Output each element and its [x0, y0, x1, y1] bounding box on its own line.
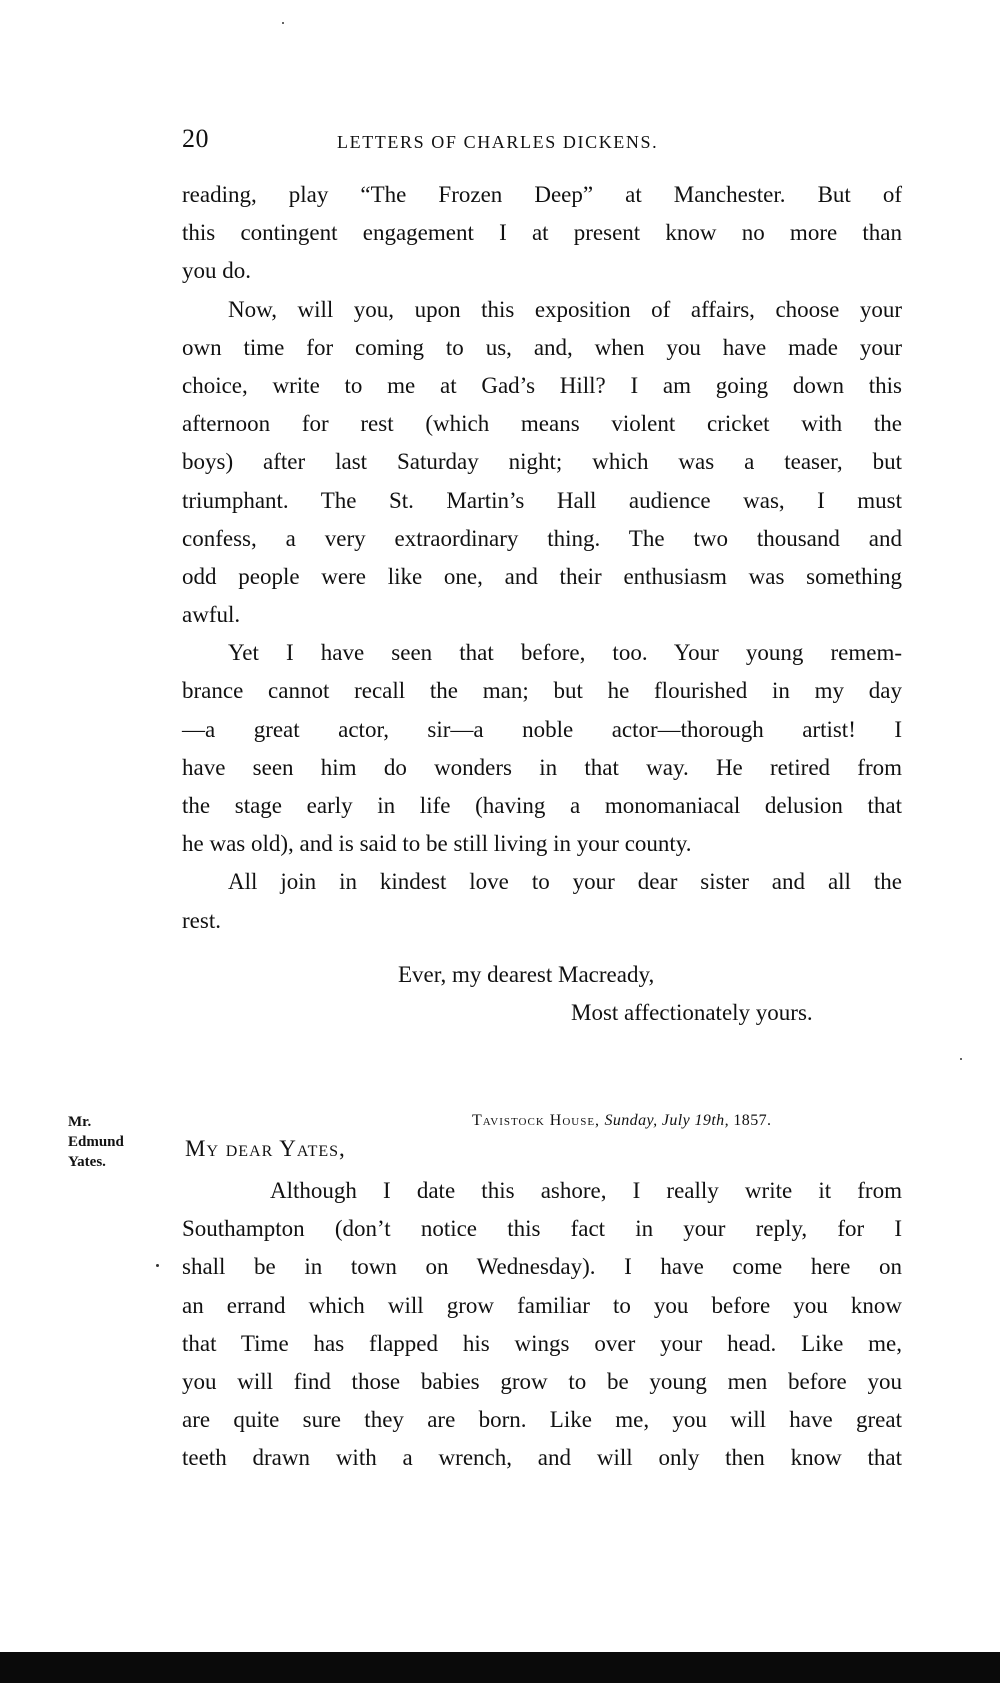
page-number: 20 — [182, 124, 209, 153]
text-line: boys) after last Saturday night; which was a teaser, but — [182, 449, 902, 475]
letter-date: Sunday, July 19th, — [604, 1112, 729, 1129]
text-line: shall be in town on Wednesday). I have come here on — [182, 1254, 902, 1280]
salutation: My dear Yates, — [185, 1136, 346, 1161]
text-line: brance cannot recall the man; but he flourished in my day — [182, 678, 902, 704]
text-line: All join in kindest love to your dear sister and all the — [228, 869, 902, 895]
text-line: he was old), and is said to be still living in your county. — [182, 831, 692, 857]
letter-place: Tavistock House, — [472, 1112, 601, 1129]
margin-note-line: Yates. — [68, 1154, 106, 1170]
text-line: awful. — [182, 602, 241, 628]
text-line: teeth drawn with a wrench, and will only then know that — [182, 1445, 902, 1471]
scan-speck — [960, 1058, 962, 1060]
scan-bottom-edge — [0, 1652, 1000, 1683]
text-line: Although I date this ashore, I really write it from — [270, 1178, 902, 1203]
text-line: you will find those babies grow to be young men before you — [182, 1368, 902, 1394]
text-line: afternoon for rest (which means violent cricket with the — [182, 411, 902, 437]
text-line: reading, play “The Frozen Deep” at Manchester. But of — [182, 182, 902, 207]
text-line: Now, will you, upon this exposition of affairs, choose your — [228, 296, 902, 322]
text-line: that Time has flapped his wings over your head. Like me, — [182, 1330, 902, 1356]
scan-speck — [156, 1264, 159, 1267]
margin-note-recipient — [68, 1112, 124, 1172]
page-header — [182, 124, 902, 160]
text-line: an errand which will grow familiar to you before you know — [182, 1292, 902, 1318]
closing-line-1: Ever, my dearest Macready, — [398, 962, 655, 987]
running-head: LETTERS OF CHARLES DICKENS. — [337, 132, 659, 152]
text-line: triumphant. The St. Martin’s Hall audience was, I must — [182, 487, 902, 513]
margin-note-line: Mr. — [68, 1114, 92, 1130]
margin-note-line: Edmund — [68, 1134, 124, 1150]
text-line: own time for coming to us, and, when you have made your — [182, 334, 902, 360]
text-line: have seen him do wonders in that way. He retired from — [182, 754, 902, 780]
text-line: are quite sure they are born. Like me, you will have great — [182, 1407, 902, 1433]
closing-line-2: Most affectionately yours. — [571, 1000, 813, 1025]
letter-to-macready-body — [182, 176, 902, 940]
text-line: —a great actor, sir—a noble actor—thorough artist! I — [182, 716, 902, 742]
letter-to-yates-body — [182, 1172, 902, 1478]
letter-place-date — [472, 1112, 771, 1130]
text-line: confess, a very extraordinary thing. The two thousand and — [182, 525, 902, 551]
text-line: odd people were like one, and their enthusiasm was something — [182, 563, 902, 589]
text-line: the stage early in life (having a monomaniacal delusion that — [182, 793, 902, 818]
text-line: Yet I have seen that before, too. Your young remem- — [228, 640, 902, 666]
text-line: this contingent engagement I at present know no more than — [182, 220, 902, 246]
text-line: you do. — [182, 258, 251, 284]
text-line: Southampton (don’t notice this fact in your reply, for I — [182, 1216, 902, 1242]
letter-year: 1857. — [733, 1112, 772, 1129]
text-line: choice, write to me at Gad’s Hill? I am going down this — [182, 372, 902, 398]
scan-speck — [282, 22, 284, 24]
text-line: rest. — [182, 907, 221, 933]
